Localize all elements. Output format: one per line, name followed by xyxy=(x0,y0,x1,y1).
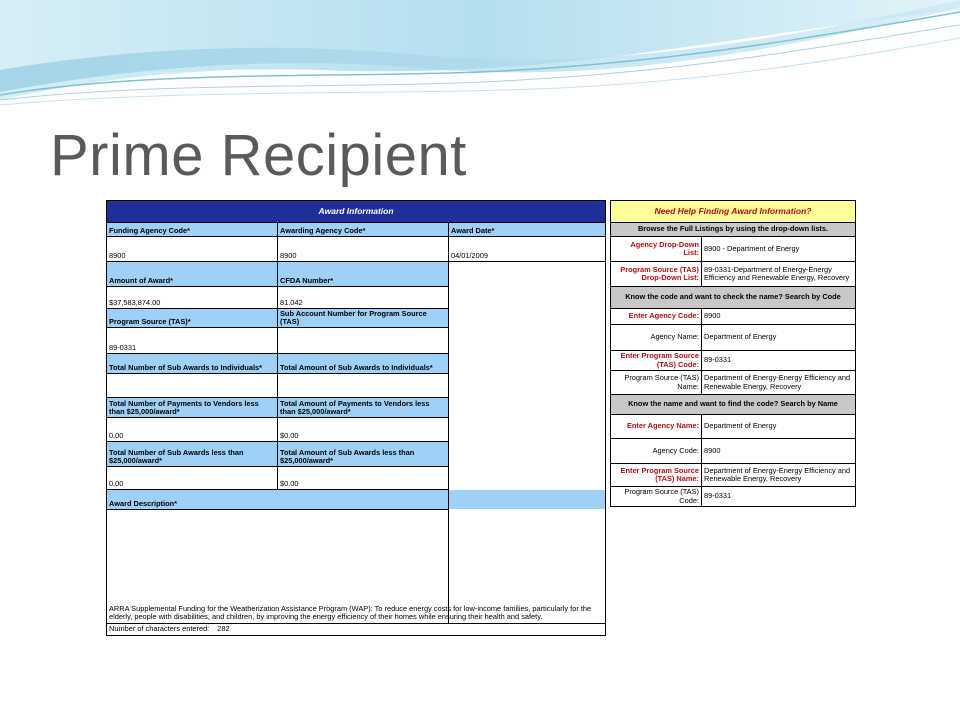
amt-sub-awards-individuals-label: Total Amount of Sub Awards to Individuals* xyxy=(278,354,449,374)
char-count-value: 282 xyxy=(217,624,230,634)
num-sub-awards-individuals-field[interactable] xyxy=(107,374,278,398)
award-description-label: Award Description* xyxy=(107,490,606,510)
amt-payments-vendors-field[interactable]: $0.00 xyxy=(278,418,449,442)
award-description-field[interactable]: ARRA Supplemental Funding for the Weatherization Assistance Program (WAP): To reduce energy costs for low-income families, particularly for the elderly, people with disabilities, and children, by improving the energy efficiency of their homes while ensuring their health and safety. xyxy=(107,510,606,624)
slide-title: Prime Recipient xyxy=(50,123,467,188)
program-source-field[interactable]: 89-0331 xyxy=(107,328,278,354)
award-information-form xyxy=(106,200,606,636)
agency-dropdown[interactable]: 8900 - Department of Energy xyxy=(702,237,856,262)
program-name-value: Department of Energy-Energy Efficiency and Renewable Energy, Recovery xyxy=(702,371,856,395)
program-code-value: 89-0331 xyxy=(702,487,856,507)
award-information-header: Award Information xyxy=(107,201,606,223)
enter-program-name-input[interactable]: Department of Energy-Energy Efficiency and Renewable Energy, Recovery xyxy=(702,464,856,487)
enter-agency-name-input[interactable]: Department of Energy xyxy=(702,415,856,439)
program-name-label: Program Source (TAS) Name: xyxy=(611,371,702,395)
award-date-label: Award Date* xyxy=(449,223,606,237)
amt-sub-awards-small-field[interactable]: $0.00 xyxy=(278,467,449,490)
sub-account-label: Sub Account Number for Program Source (TAS) xyxy=(278,309,449,328)
cfda-number-field[interactable]: 81.042 xyxy=(278,287,449,309)
help-header: Need Help Finding Award Information? xyxy=(611,201,856,223)
char-count-row xyxy=(107,624,606,635)
agency-code-label: Agency Code: xyxy=(611,439,702,464)
char-count-label: Number of characters entered: xyxy=(109,624,210,634)
program-code-label: Program Source (TAS) Code: xyxy=(611,487,702,507)
amt-sub-awards-individuals-field[interactable] xyxy=(278,374,449,398)
enter-program-name-label: Enter Program Source (TAS) Name: xyxy=(611,464,702,487)
amt-payments-vendors-label: Total Amount of Payments to Vendors less than $25,000/award* xyxy=(278,398,449,418)
enter-agency-name-label: Enter Agency Name: xyxy=(611,415,702,439)
agency-code-value: 8900 xyxy=(702,439,856,464)
num-sub-awards-individuals-label: Total Number of Sub Awards to Individuals* xyxy=(107,354,278,374)
funding-agency-code-field[interactable]: 8900 xyxy=(107,237,278,262)
program-dropdown[interactable]: 89-0331-Department of Energy-Energy Efficiency and Renewable Energy, Recovery xyxy=(702,262,856,287)
award-date-field[interactable]: 04/01/2009 xyxy=(449,237,606,262)
search-by-name-header: Know the name and want to find the code? Search by Name xyxy=(611,395,856,415)
agency-name-label: Agency Name: xyxy=(611,325,702,351)
award-help-panel xyxy=(610,200,856,507)
num-payments-vendors-field[interactable]: 0.00 xyxy=(107,418,278,442)
awarding-agency-code-label: Awarding Agency Code* xyxy=(278,223,449,237)
num-sub-awards-small-field[interactable]: 0.00 xyxy=(107,467,278,490)
cfda-number-label: CFDA Number* xyxy=(278,262,449,287)
program-dropdown-label: Program Source (TAS) Drop-Down List: xyxy=(611,262,702,287)
agency-dropdown-label: Agency Drop-Down List: xyxy=(611,237,702,262)
amt-sub-awards-small-label: Total Amount of Sub Awards less than $25,000/award* xyxy=(278,442,449,467)
agency-name-value: Department of Energy xyxy=(702,325,856,351)
num-sub-awards-small-label: Total Number of Sub Awards less than $25,000/award* xyxy=(107,442,278,467)
enter-agency-code-input[interactable]: 8900 xyxy=(702,309,856,325)
sub-account-field[interactable] xyxy=(278,328,449,354)
awarding-agency-code-field[interactable]: 8900 xyxy=(278,237,449,262)
enter-agency-code-label: Enter Agency Code: xyxy=(611,309,702,325)
funding-agency-code-label: Funding Agency Code* xyxy=(107,223,278,237)
num-payments-vendors-label: Total Number of Payments to Vendors less than $25,000/award* xyxy=(107,398,278,418)
decorative-wave-banner xyxy=(0,0,960,120)
program-source-label: Program Source (TAS)* xyxy=(107,309,278,328)
enter-program-code-label: Enter Program Source (TAS) Code: xyxy=(611,351,702,371)
amount-of-award-label: Amount of Award* xyxy=(107,262,278,287)
browse-listings-text: Browse the Full Listings by using the drop-down lists. xyxy=(611,223,856,237)
enter-program-code-input[interactable]: 89-0331 xyxy=(702,351,856,371)
search-by-code-header: Know the code and want to check the name? Search by Code xyxy=(611,287,856,309)
amount-of-award-field[interactable]: $37,583,874.00 xyxy=(107,287,278,309)
